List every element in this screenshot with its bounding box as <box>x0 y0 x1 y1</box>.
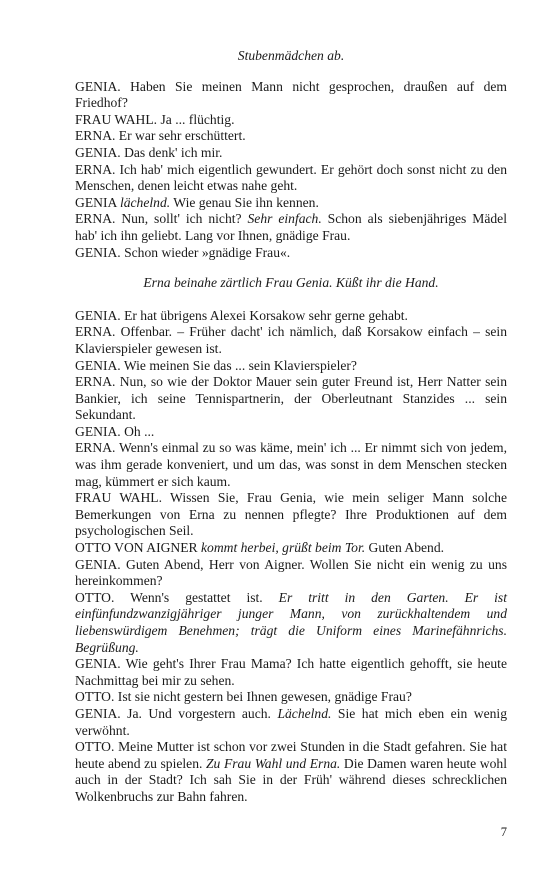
dialogue-line <box>75 358 507 375</box>
dialogue-line <box>75 245 507 262</box>
dialogue-text: ERNA. Wenn's einmal zu so was käme, mein' ich ... Er nimmt sich von jedem, was ihm gerade konveniert, und um das, was sonst in dem Menschen stecken mag, kümmert er sich kaum. <box>75 440 507 489</box>
dialogue-text: Wie genau Sie ihn kennen. <box>170 194 319 210</box>
dialogue-text: GENIA. Wie geht's Ihrer Frau Mama? Ich hatte eigentlich gehofft, sie heute Nachmittag bei mir zu sehen. <box>75 656 507 688</box>
script-page <box>75 48 507 806</box>
dialogue-line <box>75 145 507 162</box>
dialogue-line <box>75 424 507 441</box>
dialogue-text: Guten Abend. <box>365 540 445 556</box>
dialogue-text: ERNA. Ich hab' mich eigentlich gewundert. Er gehört doch sonst nicht zu den Menschen, denen leicht etwas nahe geht. <box>75 161 507 194</box>
dialogue-line <box>75 689 507 706</box>
stage-direction-mid: Erna beinahe zärtlich Frau Genia. Küßt ihr die Hand. <box>143 275 439 291</box>
dialogue-line <box>75 128 507 145</box>
dialogue-text: OTTO. Wenn's gestattet ist. <box>75 589 279 605</box>
inline-stage-direction: Sehr einfach. <box>247 211 322 227</box>
dialogue-text: GENIA. Das denk' ich mir. <box>75 144 223 160</box>
dialogue-text: ERNA. Nun, so wie der Doktor Mauer sein guter Freund ist, Herr Natter sein Bankier, ich seine Tennispartnerin, der Oberleutnant Stanzides ... sein Sekundant. <box>75 374 507 423</box>
inline-stage-direction: Er tritt in den Garten. Er ist einfünfundzwanzigjähriger junger Mann, von zurückhaltendem und liebenswürdigem Benehmen; trägt die Uniform eines Marinefähnrichs. Begrüßung. <box>75 589 507 655</box>
dialogue-line <box>75 540 507 557</box>
dialogue-text: Schon als siebenjähriges Mädel hab' ich ihn geliebt. Lang vor Ihnen, gnädige Frau. <box>75 211 507 243</box>
inline-stage-direction: lächelnd. <box>119 194 171 210</box>
dialogue-block-1 <box>75 79 507 262</box>
dialogue-text: OTTO VON AIGNER <box>75 540 201 556</box>
dialogue-text: OTTO. Meine Mutter ist schon vor zwei Stunden in die Stadt gefahren. Sie hat heute abend zu spielen. <box>75 739 507 771</box>
dialogue-line <box>75 656 507 689</box>
dialogue-block-2 <box>75 308 507 806</box>
dialogue-text: GENIA. Oh ... <box>75 423 155 439</box>
dialogue-text: GENIA. Wie meinen Sie das ... sein Klavierspieler? <box>75 357 357 373</box>
dialogue-text: GENIA. Guten Abend, Herr von Aigner. Wollen Sie nicht ein wenig zu uns hereinkommen? <box>75 556 507 589</box>
dialogue-text: OTTO. Ist sie nicht gestern bei Ihnen gewesen, gnädige Frau? <box>75 689 412 705</box>
dialogue-line <box>75 706 507 739</box>
stage-direction: Stubenmädchen ab. <box>237 48 345 63</box>
dialogue-text: Sie hat mich eben ein wenig verwöhnt. <box>75 705 507 738</box>
page-number: 7 <box>500 825 507 839</box>
dialogue-line <box>75 112 507 129</box>
dialogue-text: GENIA. Er hat übrigens Alexei Korsakow sehr gerne gehabt. <box>75 307 408 323</box>
dialogue-text: GENIA. Ja. Und vorgestern auch. <box>75 705 278 721</box>
dialogue-line <box>75 440 507 490</box>
dialogue-line <box>75 590 507 656</box>
inline-stage-direction: Lächelnd. <box>277 705 332 721</box>
dialogue-line <box>75 79 507 112</box>
dialogue-text: ERNA. Er war sehr erschüttert. <box>75 128 246 144</box>
dialogue-line <box>75 374 507 424</box>
inline-stage-direction: Zu Frau Wahl und Erna. <box>206 755 341 771</box>
dialogue-line <box>75 211 507 244</box>
dialogue-line <box>75 308 507 325</box>
inline-stage-direction: kommt herbei, grüßt beim Tor. <box>201 540 366 556</box>
dialogue-line <box>75 324 507 357</box>
dialogue-line <box>75 490 507 540</box>
dialogue-text: GENIA <box>75 194 120 210</box>
dialogue-text: ERNA. Nun, sollt' ich nicht? <box>75 211 248 227</box>
dialogue-text: GENIA. Schon wieder »gnädige Frau«. <box>75 244 291 260</box>
dialogue-text: FRAU WAHL. Ja ... flüchtig. <box>75 111 235 127</box>
dialogue-text: Die Damen waren heute wohl auch in der Stadt? Ich sah Sie in der Früh' während dieses schrecklichen Wolkenbruchs zur Bahn fahren. <box>75 755 507 804</box>
dialogue-line <box>75 195 507 212</box>
dialogue-line <box>75 739 507 805</box>
dialogue-text: ERNA. Offenbar. – Früher dacht' ich nämlich, daß Korsakow einfach – sein Klavierspieler gewesen ist. <box>75 324 507 356</box>
dialogue-line <box>75 162 507 195</box>
dialogue-text: GENIA. Haben Sie meinen Mann nicht gesprochen, draußen auf dem Friedhof? <box>75 78 507 111</box>
dialogue-line <box>75 557 507 590</box>
dialogue-text: FRAU WAHL. Wissen Sie, Frau Genia, wie mein seliger Mann solche Bemerkungen von Erna zu nennen pflegte? Ihre Produktionen auf dem psychologischen Seil. <box>75 490 507 539</box>
